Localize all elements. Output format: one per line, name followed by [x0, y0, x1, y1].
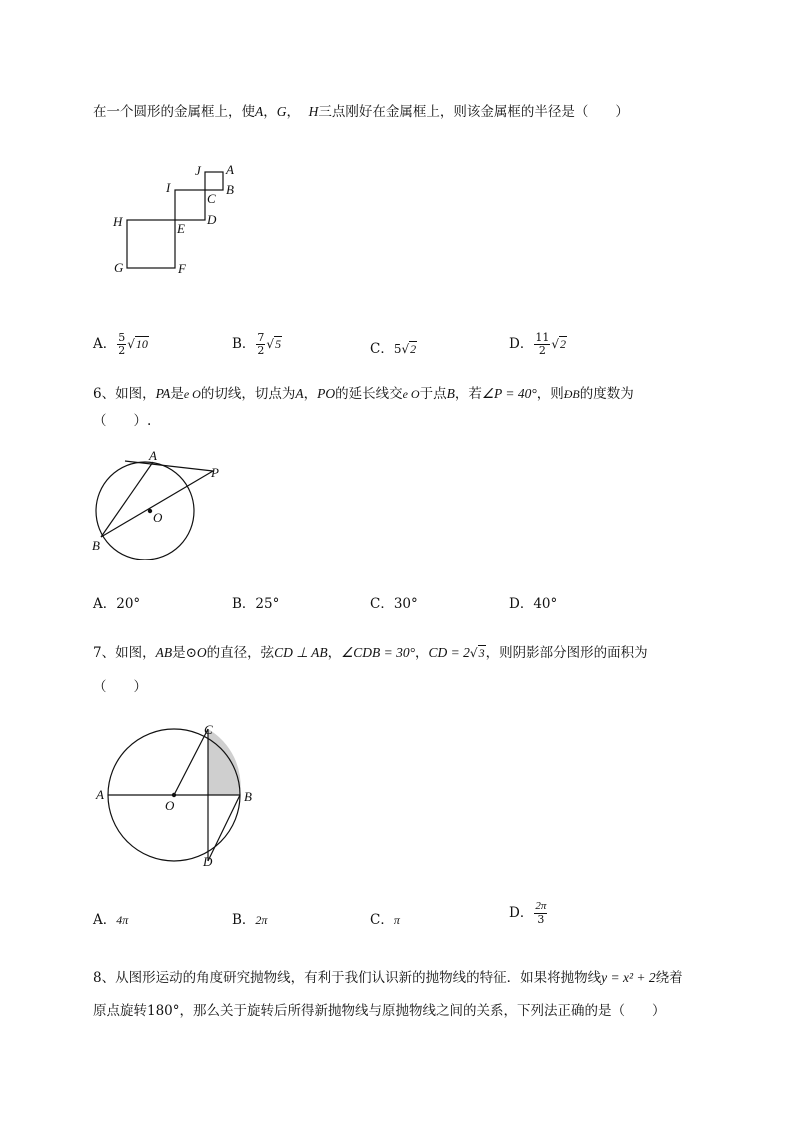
fraction: $\frac{7}{2}$ [257, 331, 265, 357]
q7-stem-line2: （ ） [93, 679, 147, 695]
shaded-region [208, 729, 241, 795]
secant-line [101, 471, 213, 537]
center-dot [148, 509, 152, 513]
center-dot [172, 793, 176, 797]
fig-label: C [207, 191, 216, 206]
sqrt: √2 [551, 337, 566, 351]
q5-option-d[interactable]: D． $\frac{11}{2}$ √2 [509, 331, 566, 357]
q7-option-d[interactable]: D． $\frac{2\pi}{3}$ [509, 900, 547, 926]
q6-option-b[interactable]: B．25° [232, 596, 280, 612]
fig-label: J [195, 163, 201, 178]
fig-label: B [92, 538, 100, 553]
fig-label: C [204, 722, 213, 737]
fig-label: O [165, 798, 175, 813]
q7-circle-figure [92, 718, 267, 873]
fig-label: G [114, 260, 124, 275]
fig-label: A [96, 787, 104, 802]
q5-option-c[interactable]: C．5√2 [370, 341, 417, 357]
q7-option-b[interactable]: B．2π [232, 912, 268, 928]
q8-stem: 8、从图形运动的角度研究抛物线，有利于我们认识新的抛物线的特征．如果将抛物线y = x² + 2绕着 [93, 970, 683, 986]
q6-option-c[interactable]: C．30° [370, 596, 418, 612]
q5-option-b[interactable]: B． $\frac{7}{2}$ √5 [232, 331, 282, 357]
sqrt: √3 [469, 646, 485, 660]
square-medium [175, 190, 205, 220]
fig-label: B [244, 789, 252, 804]
q6-option-d[interactable]: D．40° [509, 596, 558, 612]
sqrt: √5 [266, 337, 282, 351]
q8-stem-line2: 原点旋转180°，那么关于旋转后所得新抛物线与原抛物线之间的关系，下列法正确的是（ ） [93, 1003, 666, 1019]
q7-option-c[interactable]: C．π [370, 912, 400, 928]
fig-label: D [207, 212, 217, 227]
square-small [205, 172, 223, 190]
q6-stem-line2: （ ）. [93, 413, 152, 429]
square-large [127, 220, 175, 268]
fig-label: F [178, 261, 186, 276]
fig-label: E [177, 221, 185, 236]
radius-oc [174, 729, 208, 795]
fraction: $\frac{11}{2}$ [535, 331, 550, 357]
fig-label: H [113, 214, 123, 229]
chord-ab [101, 462, 153, 537]
q6-option-a[interactable]: A．20° [93, 596, 141, 612]
fig-label: A [226, 162, 234, 177]
fig-label: A [149, 448, 157, 463]
fig-label: B [226, 182, 234, 197]
q6-tangent-figure [85, 445, 235, 560]
q7-option-a[interactable]: A．4π [93, 912, 129, 928]
q5-option-a[interactable]: A． $\frac{5}{2}$ √10 [93, 331, 148, 357]
fig-label: I [166, 180, 171, 195]
sqrt: √10 [127, 337, 148, 351]
tangent-line [125, 461, 213, 471]
fig-label: P [211, 465, 219, 480]
fig-label: O [153, 510, 163, 525]
q5-squares-figure [105, 160, 255, 280]
fig-label: D [203, 854, 213, 869]
segment-bd [208, 795, 240, 861]
q6-stem: 6、如图，PA是e O的切线，切点为A，PO的延长线交e O于点B，若∠P = 40°，则ÐB的度数为 [93, 386, 634, 402]
q5-stem: 在一个圆形的金属框上，使A，G， H三点刚好在金属框上，则该金属框的半径是（ ） [93, 104, 629, 120]
sqrt: √2 [401, 342, 417, 356]
fraction: $\frac{2\pi}{3}$ [535, 900, 547, 926]
q7-stem: 7、如图，AB是⊙O的直径，弦CD ⊥ AB，∠CDB = 30°，CD = 2√3，则阴影部分图形的面积为 [93, 645, 648, 661]
fraction: $\frac{5}{2}$ [118, 331, 126, 357]
